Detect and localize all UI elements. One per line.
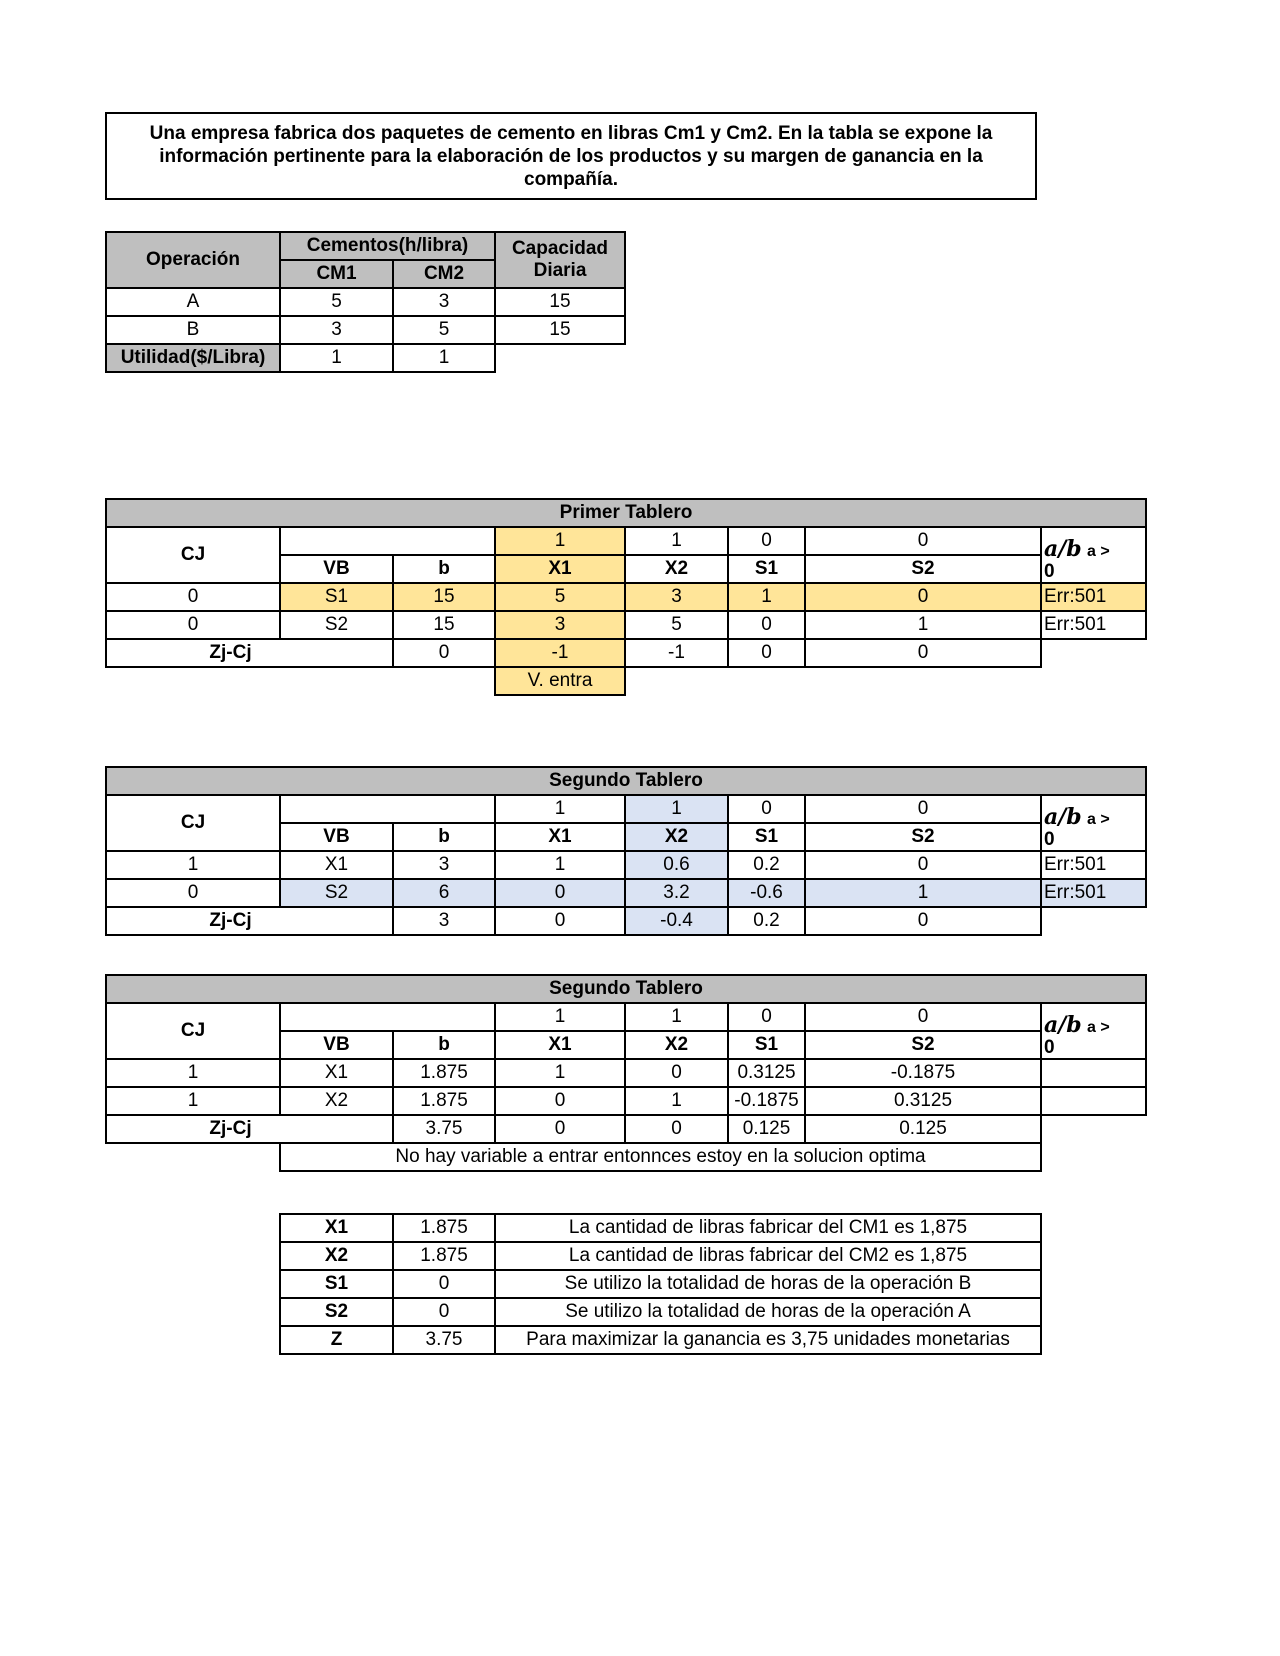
tablero-title: Segundo Tablero — [106, 975, 1146, 1003]
table-row — [280, 1270, 1041, 1298]
cj-header: CJ — [106, 527, 280, 583]
cost-x1: 1 — [495, 527, 625, 555]
x1-header: X1 — [495, 555, 625, 583]
cj-cell: 0 — [106, 611, 280, 639]
table-row — [106, 288, 625, 316]
cost-x2: 1 — [625, 527, 728, 555]
util-cm2: 1 — [393, 344, 495, 372]
ab-cell: Err:501 — [1041, 879, 1146, 907]
ab-header — [1041, 527, 1146, 583]
cm1-cell: 5 — [280, 288, 393, 316]
x1-cell: 5 — [495, 583, 625, 611]
zj-x2: -1 — [625, 639, 728, 667]
ab-zero: 0 — [1044, 561, 1055, 582]
x1-header: X1 — [495, 823, 625, 851]
result-var: S2 — [280, 1298, 393, 1326]
zj-x2: 0 — [625, 1115, 728, 1143]
cj-header: CJ — [106, 795, 280, 851]
result-value: 1.875 — [393, 1214, 495, 1242]
vb-header: VB — [280, 1031, 393, 1059]
vb-cell: S2 — [280, 611, 393, 639]
x2-cell: 3.2 — [625, 879, 728, 907]
problem-statement: Una empresa fabrica dos paquetes de cemento en libras Cm1 y Cm2. En la tabla se expone la información pertinente para la elaboración de los productos y su margen de ganancia en la compañía. — [105, 112, 1037, 200]
s1-cell: 0 — [728, 611, 805, 639]
s1-header: S1 — [728, 823, 805, 851]
ab-cell: Err:501 — [1041, 611, 1146, 639]
ab-zero: 0 — [1044, 829, 1055, 850]
result-description: La cantidad de libras fabricar del CM2 es 1,875 — [495, 1242, 1041, 1270]
header-cm1: CM1 — [280, 260, 393, 288]
op-cell: A — [106, 288, 280, 316]
table-row — [106, 611, 1146, 639]
s2-cell: 1 — [805, 611, 1041, 639]
cost-x2: 1 — [625, 795, 728, 823]
b-header: b — [393, 1031, 495, 1059]
vb-header: VB — [280, 823, 393, 851]
result-value: 0 — [393, 1298, 495, 1326]
s2-header: S2 — [805, 823, 1041, 851]
cm2-cell: 5 — [393, 316, 495, 344]
result-description: Se utilizo la totalidad de horas de la operación B — [495, 1270, 1041, 1298]
zj-b: 3 — [393, 907, 495, 935]
s1-cell: 0.3125 — [728, 1059, 805, 1087]
s2-header: S2 — [805, 1031, 1041, 1059]
ab-cell: Err:501 — [1041, 583, 1146, 611]
result-var: X1 — [280, 1214, 393, 1242]
vb-cell: X1 — [280, 851, 393, 879]
x2-header: X2 — [625, 555, 728, 583]
ab-cell — [1041, 1087, 1146, 1115]
tablero-1 — [105, 498, 1147, 696]
cj-cell: 0 — [106, 879, 280, 907]
data-table — [105, 231, 626, 373]
ab-symbol: a/b — [1044, 536, 1082, 562]
s2-header: S2 — [805, 555, 1041, 583]
x2-cell: 1 — [625, 1087, 728, 1115]
table-row — [280, 1326, 1041, 1354]
s2-cell: 1 — [805, 879, 1041, 907]
x1-cell: 1 — [495, 1059, 625, 1087]
zj-label: Zj-Cj — [106, 1115, 393, 1143]
x2-cell: 0 — [625, 1059, 728, 1087]
vb-cell: X2 — [280, 1087, 393, 1115]
tablero-3 — [105, 974, 1147, 1172]
header-capacidad: Capacidad Diaria — [495, 232, 625, 288]
result-description: Para maximizar la ganancia es 3,75 unidades monetarias — [495, 1326, 1041, 1354]
cap-cell: 15 — [495, 316, 625, 344]
util-cm1: 1 — [280, 344, 393, 372]
ab-cell: Err:501 — [1041, 851, 1146, 879]
cost-s2: 0 — [805, 527, 1041, 555]
b-cell: 15 — [393, 611, 495, 639]
zj-b: 3.75 — [393, 1115, 495, 1143]
cm2-cell: 3 — [393, 288, 495, 316]
ab-symbol: a/b — [1044, 1012, 1082, 1038]
cost-x2: 1 — [625, 1003, 728, 1031]
vb-cell: X1 — [280, 1059, 393, 1087]
ab-header — [1041, 795, 1146, 851]
zj-s2: 0.125 — [805, 1115, 1041, 1143]
table-row — [106, 316, 625, 344]
x1-cell: 1 — [495, 851, 625, 879]
cj-cell: 0 — [106, 583, 280, 611]
s2-cell: 0.3125 — [805, 1087, 1041, 1115]
result-value: 0 — [393, 1270, 495, 1298]
result-value: 3.75 — [393, 1326, 495, 1354]
s2-cell: 0 — [805, 583, 1041, 611]
zj-s1: 0.125 — [728, 1115, 805, 1143]
zj-x1: 0 — [495, 1115, 625, 1143]
zj-label: Zj-Cj — [106, 639, 393, 667]
table-row — [280, 1214, 1041, 1242]
table-row — [106, 1087, 1146, 1115]
utilidad-label: Utilidad($/Libra) — [106, 344, 280, 372]
result-var: S1 — [280, 1270, 393, 1298]
vb-cell: S2 — [280, 879, 393, 907]
zj-s2: 0 — [805, 639, 1041, 667]
s1-cell: -0.1875 — [728, 1087, 805, 1115]
s1-cell: -0.6 — [728, 879, 805, 907]
b-header: b — [393, 823, 495, 851]
tablero-2 — [105, 766, 1147, 936]
cj-header: CJ — [106, 1003, 280, 1059]
ab-symbol: a/b — [1044, 804, 1082, 830]
table-row — [106, 344, 625, 372]
table-row — [280, 1298, 1041, 1326]
result-description: Se utilizo la totalidad de horas de la operación A — [495, 1298, 1041, 1326]
vb-cell: S1 — [280, 583, 393, 611]
zj-row — [106, 1115, 1146, 1143]
zj-s1: 0 — [728, 639, 805, 667]
result-var: X2 — [280, 1242, 393, 1270]
x2-header: X2 — [625, 1031, 728, 1059]
cost-s1: 0 — [728, 527, 805, 555]
ab-zero: 0 — [1044, 1037, 1055, 1058]
vb-header: VB — [280, 555, 393, 583]
entering-variable-label: V. entra — [495, 667, 625, 695]
b-cell: 3 — [393, 851, 495, 879]
zj-b: 0 — [393, 639, 495, 667]
header-cm2: CM2 — [393, 260, 495, 288]
ab-header — [1041, 1003, 1146, 1059]
x2-cell: 5 — [625, 611, 728, 639]
zj-x2: -0.4 — [625, 907, 728, 935]
x1-header: X1 — [495, 1031, 625, 1059]
zj-s2: 0 — [805, 907, 1041, 935]
b-header: b — [393, 555, 495, 583]
cost-s1: 0 — [728, 795, 805, 823]
cj-cell: 1 — [106, 1087, 280, 1115]
b-cell: 6 — [393, 879, 495, 907]
zj-x1: -1 — [495, 639, 625, 667]
op-cell: B — [106, 316, 280, 344]
x2-cell: 3 — [625, 583, 728, 611]
x1-cell: 3 — [495, 611, 625, 639]
zj-label: Zj-Cj — [106, 907, 393, 935]
ab-cond: a > — [1086, 811, 1110, 828]
s1-header: S1 — [728, 1031, 805, 1059]
cm1-cell: 3 — [280, 316, 393, 344]
table-row — [106, 851, 1146, 879]
b-cell: 15 — [393, 583, 495, 611]
x2-cell: 0.6 — [625, 851, 728, 879]
s2-cell: 0 — [805, 851, 1041, 879]
s1-cell: 1 — [728, 583, 805, 611]
results-table — [279, 1213, 1042, 1355]
s1-cell: 0.2 — [728, 851, 805, 879]
tablero-title: Segundo Tablero — [106, 767, 1146, 795]
cost-s2: 0 — [805, 795, 1041, 823]
ab-cell — [1041, 1059, 1146, 1087]
table-row — [106, 1059, 1146, 1087]
ab-cond: a > — [1086, 543, 1110, 560]
result-value: 1.875 — [393, 1242, 495, 1270]
result-description: La cantidad de libras fabricar del CM1 es 1,875 — [495, 1214, 1041, 1242]
x1-cell: 0 — [495, 879, 625, 907]
result-var: Z — [280, 1326, 393, 1354]
table-row — [280, 1242, 1041, 1270]
cost-x1: 1 — [495, 795, 625, 823]
ab-cond: a > — [1086, 1019, 1110, 1036]
tablero-title: Primer Tablero — [106, 499, 1146, 527]
cost-s1: 0 — [728, 1003, 805, 1031]
header-cementos: Cementos(h/libra) — [280, 232, 495, 260]
cap-cell: 15 — [495, 288, 625, 316]
cost-s2: 0 — [805, 1003, 1041, 1031]
x1-cell: 0 — [495, 1087, 625, 1115]
table-row — [106, 583, 1146, 611]
s1-header: S1 — [728, 555, 805, 583]
zj-row — [106, 639, 1146, 667]
b-cell: 1.875 — [393, 1087, 495, 1115]
optimal-note: No hay variable a entrar entonnces estoy en la solucion optima — [280, 1143, 1041, 1171]
zj-row — [106, 907, 1146, 935]
b-cell: 1.875 — [393, 1059, 495, 1087]
s2-cell: -0.1875 — [805, 1059, 1041, 1087]
x2-header: X2 — [625, 823, 728, 851]
table-row — [106, 879, 1146, 907]
zj-x1: 0 — [495, 907, 625, 935]
header-operacion: Operación — [106, 232, 280, 288]
cj-cell: 1 — [106, 851, 280, 879]
cost-x1: 1 — [495, 1003, 625, 1031]
cj-cell: 1 — [106, 1059, 280, 1087]
zj-s1: 0.2 — [728, 907, 805, 935]
